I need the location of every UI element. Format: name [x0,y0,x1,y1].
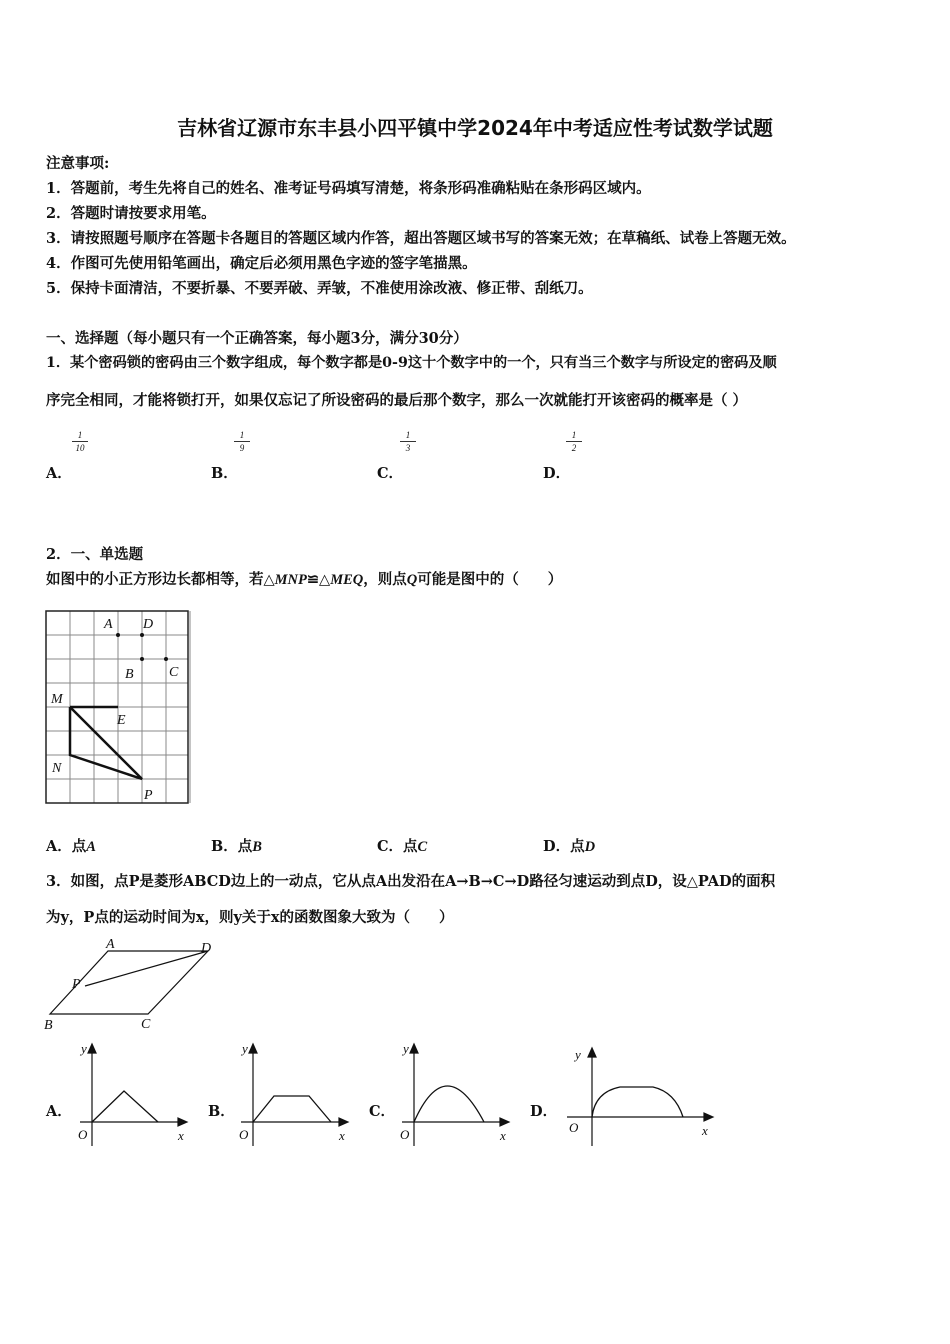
q2-option-c[interactable]: C．点C [377,838,428,855]
graph-b-x-label: x [339,1128,345,1143]
graph-c-origin-label: O [400,1127,410,1142]
q2-option-a[interactable]: A．点A [46,838,96,855]
q3-option-c[interactable]: C． [369,1103,396,1120]
q1-option-c-fraction: 1 3 [400,430,416,453]
q1-option-c[interactable]: C． [377,465,404,482]
q1-option-d-fraction: 1 2 [566,430,582,453]
grid-label-p: P [144,788,153,803]
grid-label-e: E [117,713,126,728]
rhombus-label-b: B [44,1018,53,1033]
q3-stem-line1: 3．如图，点P是菱形ABCD边上的一动点，它从点A出发沿在A→B→C→D路径匀速运动到点D，设△PAD的面积 [46,873,776,890]
q3-graph-d [565,1040,725,1150]
q1-option-b[interactable]: B． [211,465,238,482]
q3-option-d[interactable]: D． [530,1103,558,1120]
q3-graph-a [72,1040,192,1150]
grid-label-m: M [51,692,63,707]
rhombus-label-d: D [201,941,212,956]
graph-a-origin-label: O [78,1127,88,1142]
point-c [164,657,168,661]
q3-stem-line2: 为y，P点的运动时间为x，则y关于x的函数图象大致为（ ） [46,909,454,926]
point-d [140,633,144,637]
q3-graph-b [233,1040,353,1150]
rhombus-label-a: A [106,937,115,952]
graph-d-x-label: x [702,1123,708,1138]
graph-d-origin-label: O [569,1120,579,1135]
q1-option-b-fraction: 1 9 [234,430,250,453]
point-a [116,633,120,637]
q3-rhombus-figure [40,936,230,1036]
q3-option-b[interactable]: B． [208,1103,235,1120]
q2-header: 2．一、单选题 [46,546,144,563]
q2-grid-figure [40,606,196,810]
q1-option-d[interactable]: D． [543,465,571,482]
graph-b-y-label: y [242,1041,248,1056]
notice-item: 1．答题前，考生先将自己的姓名、准考证号码填写清楚，将条形码准确粘贴在条形码区域内。 [46,180,651,197]
graph-a-y-label: y [81,1041,87,1056]
q1-option-a-fraction: 1 10 [72,430,88,453]
graph-c-y-label: y [403,1041,409,1056]
grid-label-a: A [104,617,113,632]
grid-label-c: C [169,665,179,680]
section-heading: 一、选择题（每小题只有一个正确答案，每小题3分，满分30分） [46,330,468,347]
q1-stem-line2: 序完全相同，才能将锁打开，如果仅忘记了所设密码的最后那个数字，那么一次就能打开该密码的概率是（ ） [46,392,748,409]
graph-a-x-label: x [178,1128,184,1143]
point-b [140,657,144,661]
graph-c-x-label: x [500,1128,506,1143]
grid-label-d: D [143,617,154,632]
notice-heading: 注意事项: [46,155,110,172]
grid-label-n: N [52,761,62,776]
q3-graph-c [394,1040,514,1150]
notice-item: 4．作图可先使用铅笔画出，确定后必须用黑色字迹的签字笔描黑。 [46,255,477,272]
graph-d-y-label: y [575,1047,581,1062]
notice-item: 2．答题时请按要求用笔。 [46,205,216,222]
q1-option-a[interactable]: A． [46,465,72,482]
grid-label-b: B [125,667,134,682]
graph-b-origin-label: O [239,1127,249,1142]
rhombus-label-p: P [72,977,81,992]
notice-item: 5．保持卡面清洁，不要折暴、不要弄破、弄皱，不准使用涂改液、修正带、刮纸刀。 [46,280,593,297]
q1-stem-line1: 1．某个密码锁的密码由三个数字组成，每个数字都是0-9这十个数字中的一个，只有当三个数字与所设定的密码及顺 [46,355,777,371]
q3-option-a[interactable]: A． [46,1103,72,1120]
notice-item: 3．请按照题号顺序在答题卡各题目的答题区域内作答，超出答题区域书写的答案无效；在草稿纸、试卷上答题无效。 [46,230,796,247]
q2-option-d[interactable]: D．点D [543,838,596,855]
rhombus-label-c: C [141,1017,151,1032]
page-title: 吉林省辽源市东丰县小四平镇中学2024年中考适应性考试数学试题 [177,116,773,140]
q2-stem: 如图中的小正方形边长都相等，若△MNP≌△MEQ，则点Q可能是图中的（ ） [46,571,563,588]
q2-option-b[interactable]: B．点B [211,838,262,855]
